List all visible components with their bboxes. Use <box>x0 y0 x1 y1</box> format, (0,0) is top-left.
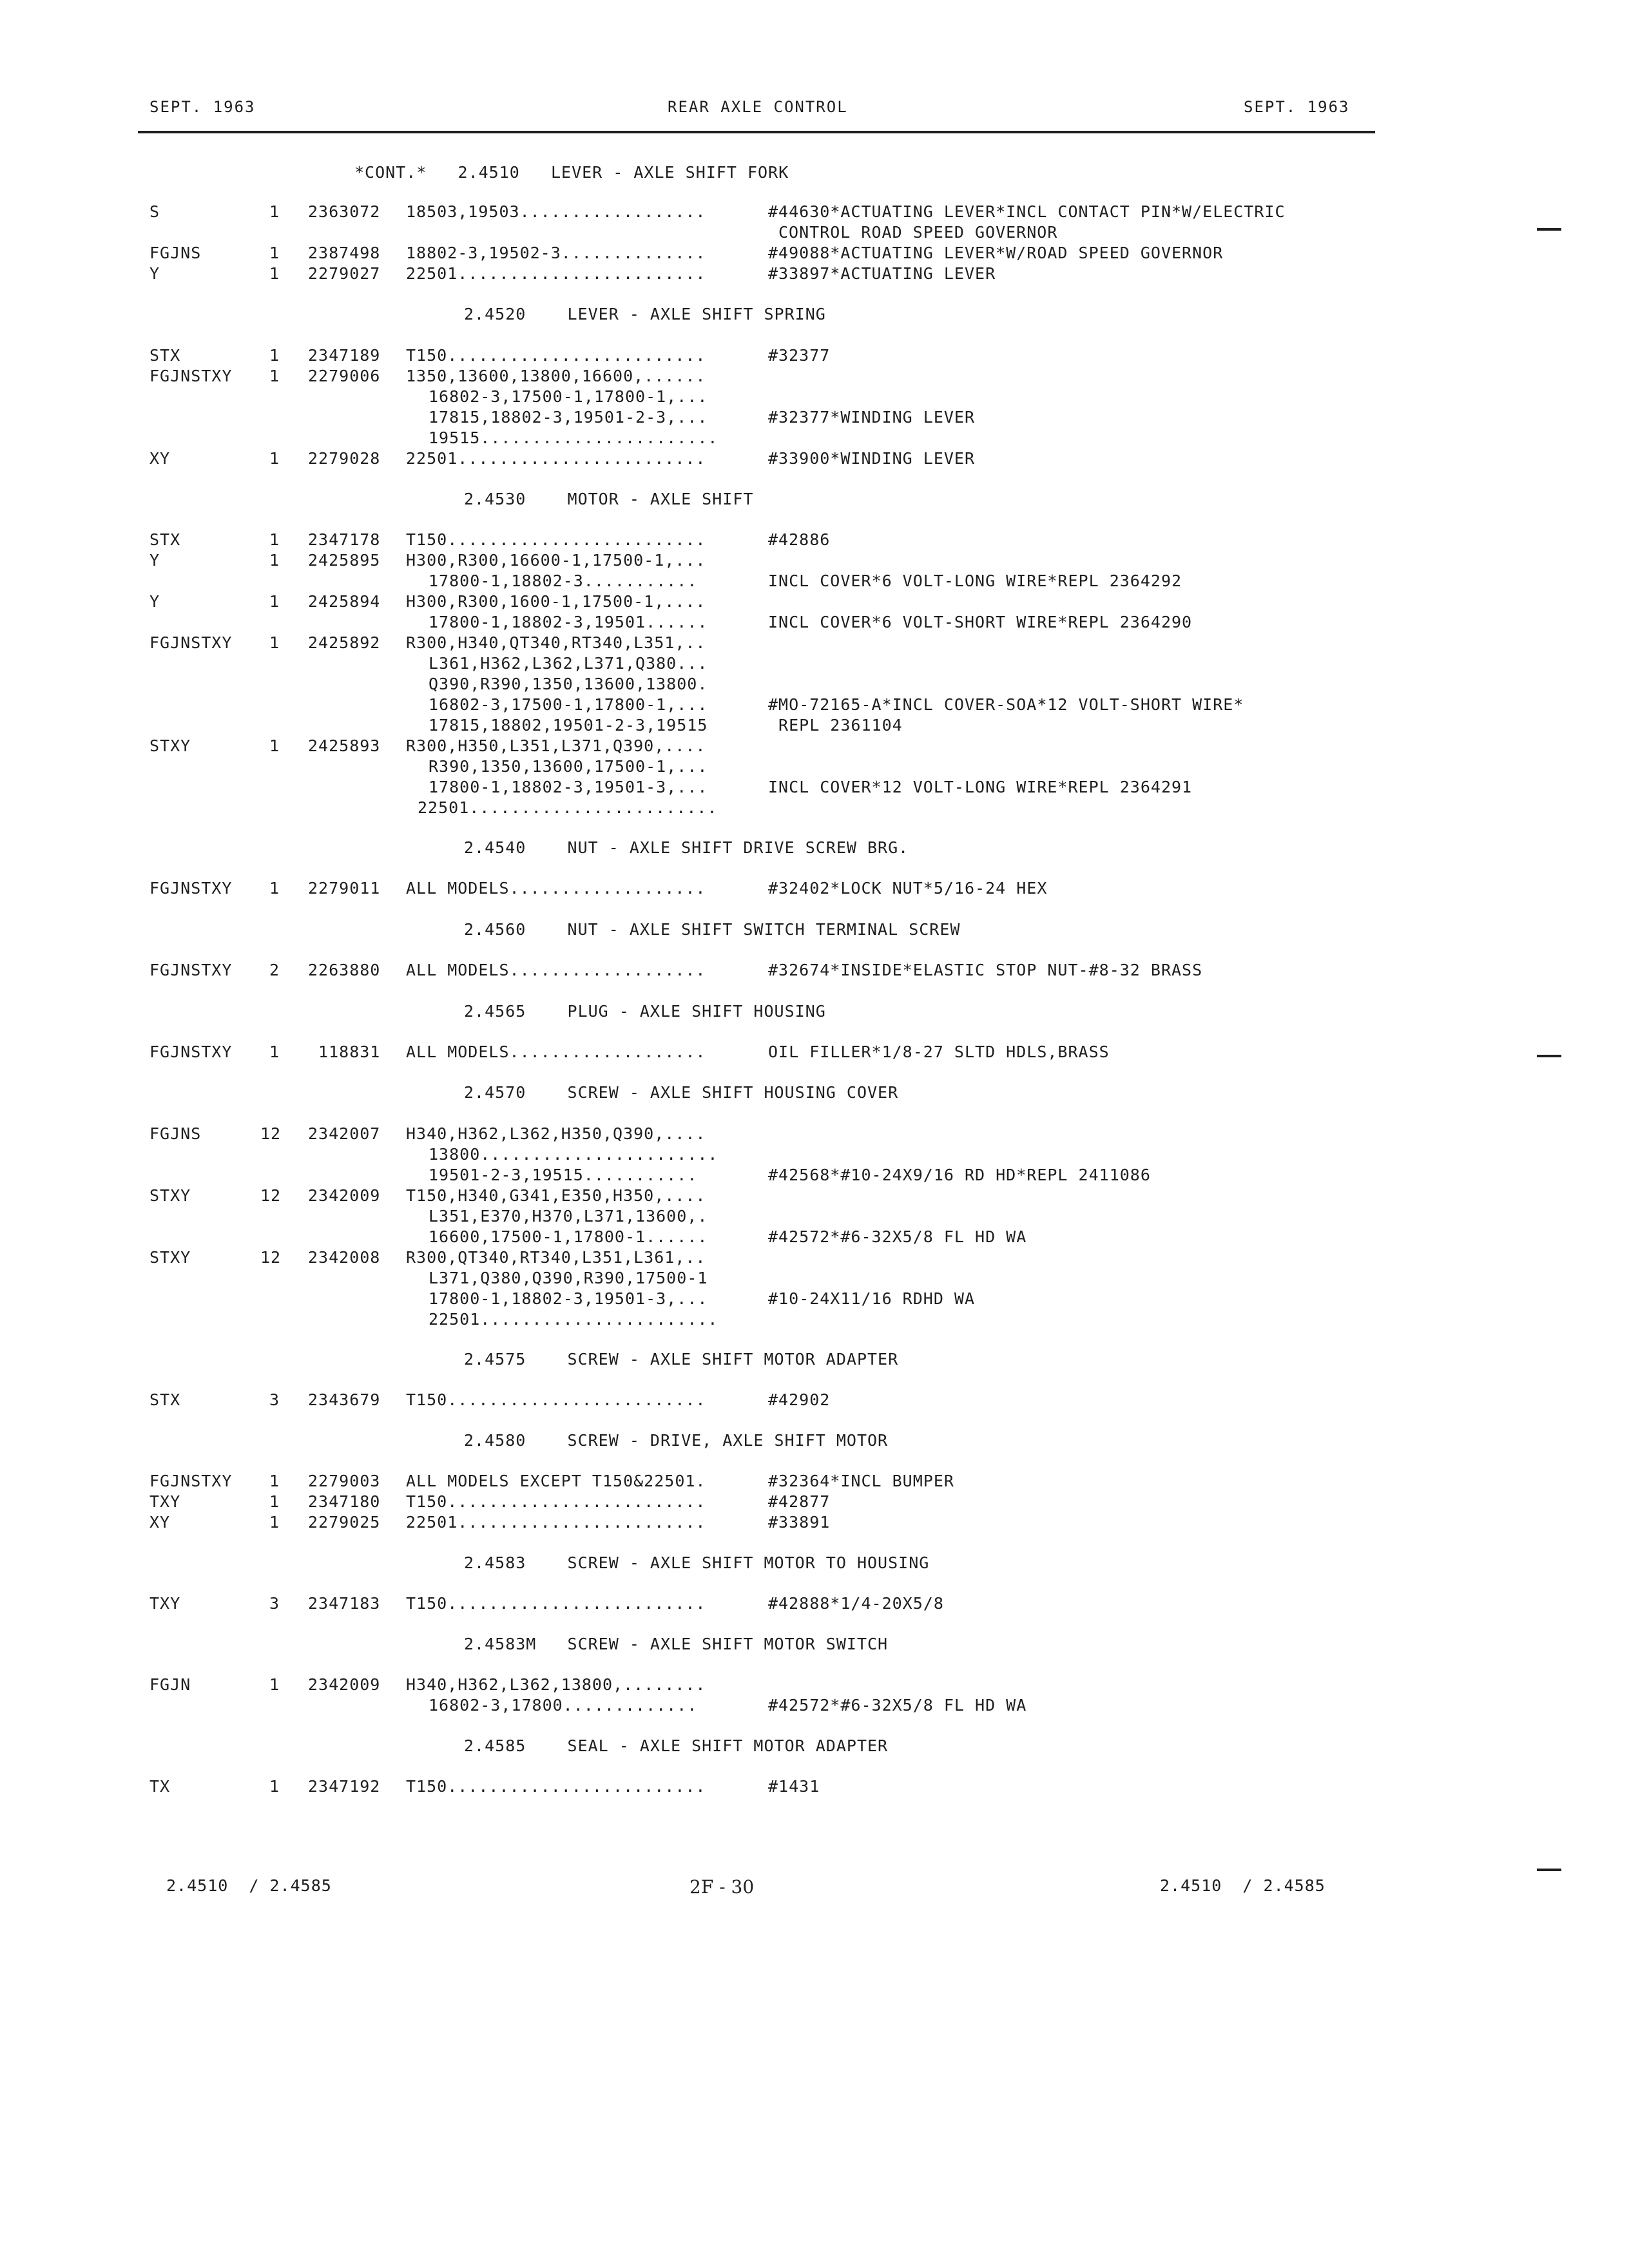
part-number: 2342009 <box>308 1675 381 1694</box>
quantity: 1 <box>269 592 280 611</box>
part-number: 2263880 <box>308 961 381 979</box>
description: #33891 <box>768 1513 831 1532</box>
part-number: 2425892 <box>308 633 381 652</box>
part-number: 2279011 <box>308 879 381 898</box>
part-number: 118831 <box>308 1043 381 1061</box>
models-continued: 13800....................... <box>429 1145 718 1164</box>
models: 22501........................ <box>406 264 706 283</box>
description: #42877 <box>768 1492 831 1511</box>
models: T150......................... <box>406 1390 706 1409</box>
quantity: 1 <box>269 530 280 549</box>
models: R300,QT340,RT340,L351,L361,.. <box>406 1248 706 1267</box>
part-number: 2279027 <box>308 264 381 283</box>
description: #MO-72165-A*INCL COVER-SOA*12 VOLT-SHORT WIRE* <box>768 695 1244 714</box>
model-code: FGJNSTXY <box>149 1472 233 1490</box>
models: ALL MODELS................... <box>406 961 706 979</box>
model-code: STXY <box>149 1186 191 1205</box>
section-heading: 2.4580 SCREW - DRIVE, AXLE SHIFT MOTOR <box>464 1431 889 1450</box>
model-code: FGJNSTXY <box>149 961 233 979</box>
header-right: SEPT. 1963 <box>1244 98 1350 116</box>
models: T150,H340,G341,E350,H350,.... <box>406 1186 706 1205</box>
models: ALL MODELS EXCEPT T150&22501. <box>406 1472 706 1490</box>
models-continued: Q390,R390,1350,13600,13800. <box>429 675 708 693</box>
part-number: 2425895 <box>308 551 381 570</box>
description: #1431 <box>768 1777 820 1796</box>
part-number: 2279025 <box>308 1513 381 1532</box>
quantity: 2 <box>269 961 280 979</box>
model-code: STX <box>149 530 181 549</box>
models: T150......................... <box>406 1594 706 1613</box>
description: INCL COVER*6 VOLT-LONG WIRE*REPL 2364292 <box>768 572 1182 590</box>
header-left: SEPT. 1963 <box>149 98 256 116</box>
models-continued: L371,Q380,Q390,R390,17500-1 <box>429 1269 708 1287</box>
quantity: 1 <box>269 879 280 898</box>
models-continued: 16600,17500-1,17800-1...... <box>429 1227 708 1246</box>
description: #10-24X11/16 RDHD WA <box>768 1289 976 1308</box>
section-heading: 2.4560 NUT - AXLE SHIFT SWITCH TERMINAL SCREW <box>464 920 961 939</box>
description: INCL COVER*6 VOLT-SHORT WIRE*REPL 2364290 <box>768 613 1193 631</box>
section-heading: 2.4583M SCREW - AXLE SHIFT MOTOR SWITCH <box>464 1635 889 1653</box>
model-code: FGJNS <box>149 1124 202 1143</box>
description: #33900*WINDING LEVER <box>768 449 976 468</box>
models: 22501........................ <box>406 449 706 468</box>
description: #42886 <box>768 530 831 549</box>
part-number: 2425893 <box>308 736 381 755</box>
quantity: 1 <box>269 1472 280 1490</box>
description: REPL 2361104 <box>768 716 903 735</box>
models-continued: 17815,18802,19501-2-3,19515 <box>429 716 708 735</box>
quantity: 12 <box>260 1124 282 1143</box>
quantity: 3 <box>269 1594 280 1613</box>
quantity: 1 <box>269 244 280 262</box>
models-continued: 22501....................... <box>429 1310 718 1329</box>
part-number: 2342009 <box>308 1186 381 1205</box>
models-continued: L351,E370,H370,L371,13600,. <box>429 1207 708 1225</box>
model-code: STX <box>149 346 181 365</box>
model-code: FGJNSTXY <box>149 367 233 385</box>
models: 1350,13600,13800,16600,...... <box>406 367 706 385</box>
model-code: Y <box>149 592 160 611</box>
model-code: TX <box>149 1777 171 1796</box>
models: T150......................... <box>406 346 706 365</box>
quantity: 1 <box>269 633 280 652</box>
quantity: 1 <box>269 551 280 570</box>
footer-right: 2.4510 / 2.4585 <box>1160 1876 1325 1895</box>
models-continued: 17800-1,18802-3,19501...... <box>429 613 708 631</box>
model-code: TXY <box>149 1492 181 1511</box>
models: ALL MODELS................... <box>406 1043 706 1061</box>
part-number: 2279003 <box>308 1472 381 1490</box>
description: #42572*#6-32X5/8 FL HD WA <box>768 1227 1027 1246</box>
margin-mark <box>1537 228 1561 231</box>
quantity: 1 <box>269 1513 280 1532</box>
models: T150......................... <box>406 530 706 549</box>
models: R300,H340,QT340,RT340,L351,.. <box>406 633 706 652</box>
quantity: 1 <box>269 736 280 755</box>
model-code: S <box>149 202 160 221</box>
models-continued: 17800-1,18802-3,19501-3,... <box>429 778 708 796</box>
quantity: 1 <box>269 367 280 385</box>
part-number: 2347180 <box>308 1492 381 1511</box>
section-heading: 2.4585 SEAL - AXLE SHIFT MOTOR ADAPTER <box>464 1736 889 1755</box>
model-code: XY <box>149 1513 171 1532</box>
models: 22501........................ <box>406 1513 706 1532</box>
quantity: 1 <box>269 1777 280 1796</box>
section-heading: 2.4530 MOTOR - AXLE SHIFT <box>464 490 754 508</box>
model-code: FGJNSTXY <box>149 1043 233 1061</box>
margin-mark <box>1537 1055 1561 1057</box>
models-continued: 19501-2-3,19515........... <box>429 1166 698 1184</box>
part-number: 2347189 <box>308 346 381 365</box>
models-continued: R390,1350,13600,17500-1,... <box>429 757 708 776</box>
models: R300,H350,L351,L371,Q390,.... <box>406 736 706 755</box>
model-code: TXY <box>149 1594 181 1613</box>
quantity: 3 <box>269 1390 280 1409</box>
footer-left: 2.4510 / 2.4585 <box>166 1876 332 1895</box>
models: 18503,19503.................. <box>406 202 706 221</box>
models: T150......................... <box>406 1777 706 1796</box>
section-heading: 2.4583 SCREW - AXLE SHIFT MOTOR TO HOUSING <box>464 1553 930 1572</box>
models: ALL MODELS................... <box>406 879 706 898</box>
description: #32674*INSIDE*ELASTIC STOP NUT-#8-32 BRASS <box>768 961 1203 979</box>
models-continued: 16802-3,17500-1,17800-1,... <box>429 387 708 406</box>
quantity: 1 <box>269 1675 280 1694</box>
section-heading: 2.4565 PLUG - AXLE SHIFT HOUSING <box>464 1002 826 1021</box>
model-code: STX <box>149 1390 181 1409</box>
quantity: 1 <box>269 264 280 283</box>
part-number: 2347178 <box>308 530 381 549</box>
model-code: Y <box>149 264 160 283</box>
models-continued: 16802-3,17500-1,17800-1,... <box>429 695 708 714</box>
model-code: FGJNSTXY <box>149 633 233 652</box>
description: #42902 <box>768 1390 831 1409</box>
description: OIL FILLER*1/8-27 SLTD HDLS,BRASS <box>768 1043 1110 1061</box>
margin-mark <box>1537 1869 1561 1871</box>
part-number: 2343679 <box>308 1390 381 1409</box>
model-code: STXY <box>149 1248 191 1267</box>
models-continued: 19515....................... <box>429 428 718 447</box>
quantity: 12 <box>260 1248 282 1267</box>
description: #42568*#10-24X9/16 RD HD*REPL 2411086 <box>768 1166 1151 1184</box>
models-continued: 17800-1,18802-3........... <box>429 572 698 590</box>
part-number: 2425894 <box>308 592 381 611</box>
part-number: 2279028 <box>308 449 381 468</box>
section-heading: 2.4540 NUT - AXLE SHIFT DRIVE SCREW BRG. <box>464 838 909 857</box>
description: #32364*INCL BUMPER <box>768 1472 954 1490</box>
description-continued: CONTROL ROAD SPEED GOVERNOR <box>778 223 1058 242</box>
description: #32402*LOCK NUT*5/16-24 HEX <box>768 879 1048 898</box>
models: H340,H362,L362,13800,........ <box>406 1675 706 1694</box>
header-center: REAR AXLE CONTROL <box>668 98 848 116</box>
models: H300,R300,16600-1,17500-1,... <box>406 551 706 570</box>
models: H340,H362,L362,H350,Q390,.... <box>406 1124 706 1143</box>
quantity: 1 <box>269 202 280 221</box>
description: #42572*#6-32X5/8 FL HD WA <box>768 1696 1027 1715</box>
models-continued: 17800-1,18802-3,19501-3,... <box>429 1289 708 1308</box>
header-rule <box>138 131 1375 133</box>
model-code: FGJN <box>149 1675 191 1694</box>
section-heading: 2.4520 LEVER - AXLE SHIFT SPRING <box>464 305 826 323</box>
models-continued: 16802-3,17800............. <box>429 1696 698 1715</box>
quantity: 1 <box>269 1043 280 1061</box>
part-number: 2347192 <box>308 1777 381 1796</box>
part-number: 2347183 <box>308 1594 381 1613</box>
model-code: STXY <box>149 736 191 755</box>
part-number: 2387498 <box>308 244 381 262</box>
part-number: 2363072 <box>308 202 381 221</box>
description: #32377 <box>768 346 831 365</box>
description: #42888*1/4-20X5/8 <box>768 1594 944 1613</box>
description: #49088*ACTUATING LEVER*W/ROAD SPEED GOVERNOR <box>768 244 1224 262</box>
quantity: 12 <box>260 1186 282 1205</box>
model-code: XY <box>149 449 171 468</box>
description: #32377*WINDING LEVER <box>768 408 976 427</box>
description: #33897*ACTUATING LEVER <box>768 264 996 283</box>
models-continued: 22501........................ <box>418 798 718 817</box>
section-heading: 2.4575 SCREW - AXLE SHIFT MOTOR ADAPTER <box>464 1350 899 1369</box>
part-number: 2342007 <box>308 1124 381 1143</box>
models-continued: 17815,18802-3,19501-2-3,... <box>429 408 708 427</box>
model-code: FGJNSTXY <box>149 879 233 898</box>
description: INCL COVER*12 VOLT-LONG WIRE*REPL 2364291 <box>768 778 1193 796</box>
models-continued: L361,H362,L362,L371,Q380... <box>429 654 708 673</box>
section-heading: *CONT.* 2.4510 LEVER - AXLE SHIFT FORK <box>354 163 789 182</box>
quantity: 1 <box>269 346 280 365</box>
quantity: 1 <box>269 449 280 468</box>
model-code: FGJNS <box>149 244 202 262</box>
description: #44630*ACTUATING LEVER*INCL CONTACT PIN*W/ELECTRIC <box>768 202 1286 221</box>
section-heading: 2.4570 SCREW - AXLE SHIFT HOUSING COVER <box>464 1083 899 1102</box>
models: T150......................... <box>406 1492 706 1511</box>
quantity: 1 <box>269 1492 280 1511</box>
footer-page-number: 2F - 30 <box>689 1876 755 1898</box>
model-code: Y <box>149 551 160 570</box>
part-number: 2279006 <box>308 367 381 385</box>
models: 18802-3,19502-3.............. <box>406 244 706 262</box>
part-number: 2342008 <box>308 1248 381 1267</box>
models: H300,R300,1600-1,17500-1,.... <box>406 592 706 611</box>
